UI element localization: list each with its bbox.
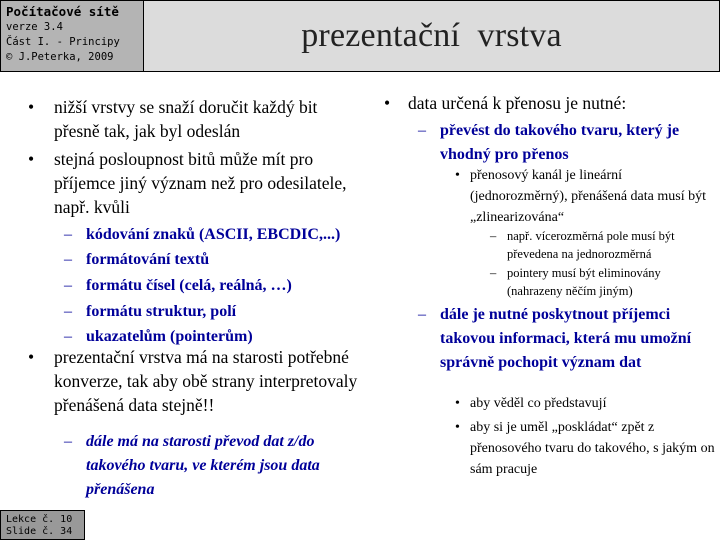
- sub-item: formátování textů: [86, 251, 210, 268]
- bullet-item: data určená k přenosu je nutné:: [408, 93, 627, 113]
- level4-item: pointery musí být eliminovány (nahrazeny něčím jiným): [507, 266, 661, 298]
- bullet-item: stejná posloupnost bitů může mít pro příjemce jiný význam než pro odesilatele, např. kvůli: [54, 149, 347, 217]
- course-name: Počítačové sítě: [6, 4, 119, 19]
- slide-number: Slide č. 34: [6, 526, 73, 537]
- sub-item: převést do takového tvaru, který je vhodný pro přenos: [440, 122, 680, 163]
- bullet-marker: •: [28, 149, 35, 169]
- course-part: Část I. - Principy: [6, 36, 120, 48]
- bullet-marker: •: [455, 420, 460, 435]
- slide-footer: [0, 510, 85, 540]
- bullet-marker: •: [28, 347, 35, 367]
- level3-item: aby věděl co představují: [470, 396, 607, 411]
- dash-marker: –: [64, 226, 72, 243]
- bullet-item: nižší vrstvy se snaží doručit každý bit přesně tak, jak byl odeslán: [54, 97, 318, 141]
- bullet-marker: •: [28, 97, 35, 117]
- bullet-marker: •: [384, 93, 391, 113]
- version: verze 3.4: [6, 21, 63, 33]
- level3-item: aby si je uměl „poskládat“ zpět z přenosového tvaru do takového, s jakým on sám pracuje: [470, 420, 715, 477]
- bullet-marker: •: [455, 168, 460, 183]
- dash-marker: –: [64, 303, 72, 320]
- level3-item: přenosový kanál je lineární (jednorozměrný), přenášená data musí být „zlinearizována“: [470, 168, 706, 225]
- course-info-box: [0, 0, 144, 72]
- dash-marker: –: [418, 306, 426, 323]
- sub-item: formátu struktur, polí: [86, 303, 237, 320]
- level4-item: např. vícerozměrná pole musí být převedena na jednorozměrná: [507, 229, 675, 261]
- dash-marker: –: [418, 122, 426, 139]
- dash-marker: –: [490, 229, 497, 243]
- dash-marker: –: [64, 251, 72, 268]
- sub-item: formátu čísel (celá, reálná, …): [86, 277, 292, 294]
- sub-item: kódování znaků (ASCII, EBCDIC,...): [86, 226, 341, 243]
- title-bar: [143, 0, 720, 72]
- slide-title: prezentační vrstva: [301, 17, 562, 54]
- dash-marker: –: [64, 277, 72, 294]
- lesson-number: Lekce č. 10: [6, 514, 73, 525]
- bullet-marker: •: [455, 396, 460, 411]
- sub-item: ukazatelům (pointerům): [86, 328, 253, 345]
- dash-marker: –: [64, 433, 72, 450]
- copyright: © J.Peterka, 2009: [6, 51, 114, 63]
- sub-item: dále je nutné poskytnout příjemci takovou informaci, která mu umožní správně pochopit význam dat: [440, 306, 692, 371]
- dash-marker: –: [64, 328, 72, 345]
- dash-marker: –: [490, 266, 497, 280]
- sub-item: dále má na starosti převod dat z/do takového tvaru, ve kterém jsou data přenášena: [86, 433, 320, 498]
- bullet-item: prezentační vrstva má na starosti potřebné konverze, tak aby obě strany interpretovaly přenášená data stejně!!: [54, 347, 358, 415]
